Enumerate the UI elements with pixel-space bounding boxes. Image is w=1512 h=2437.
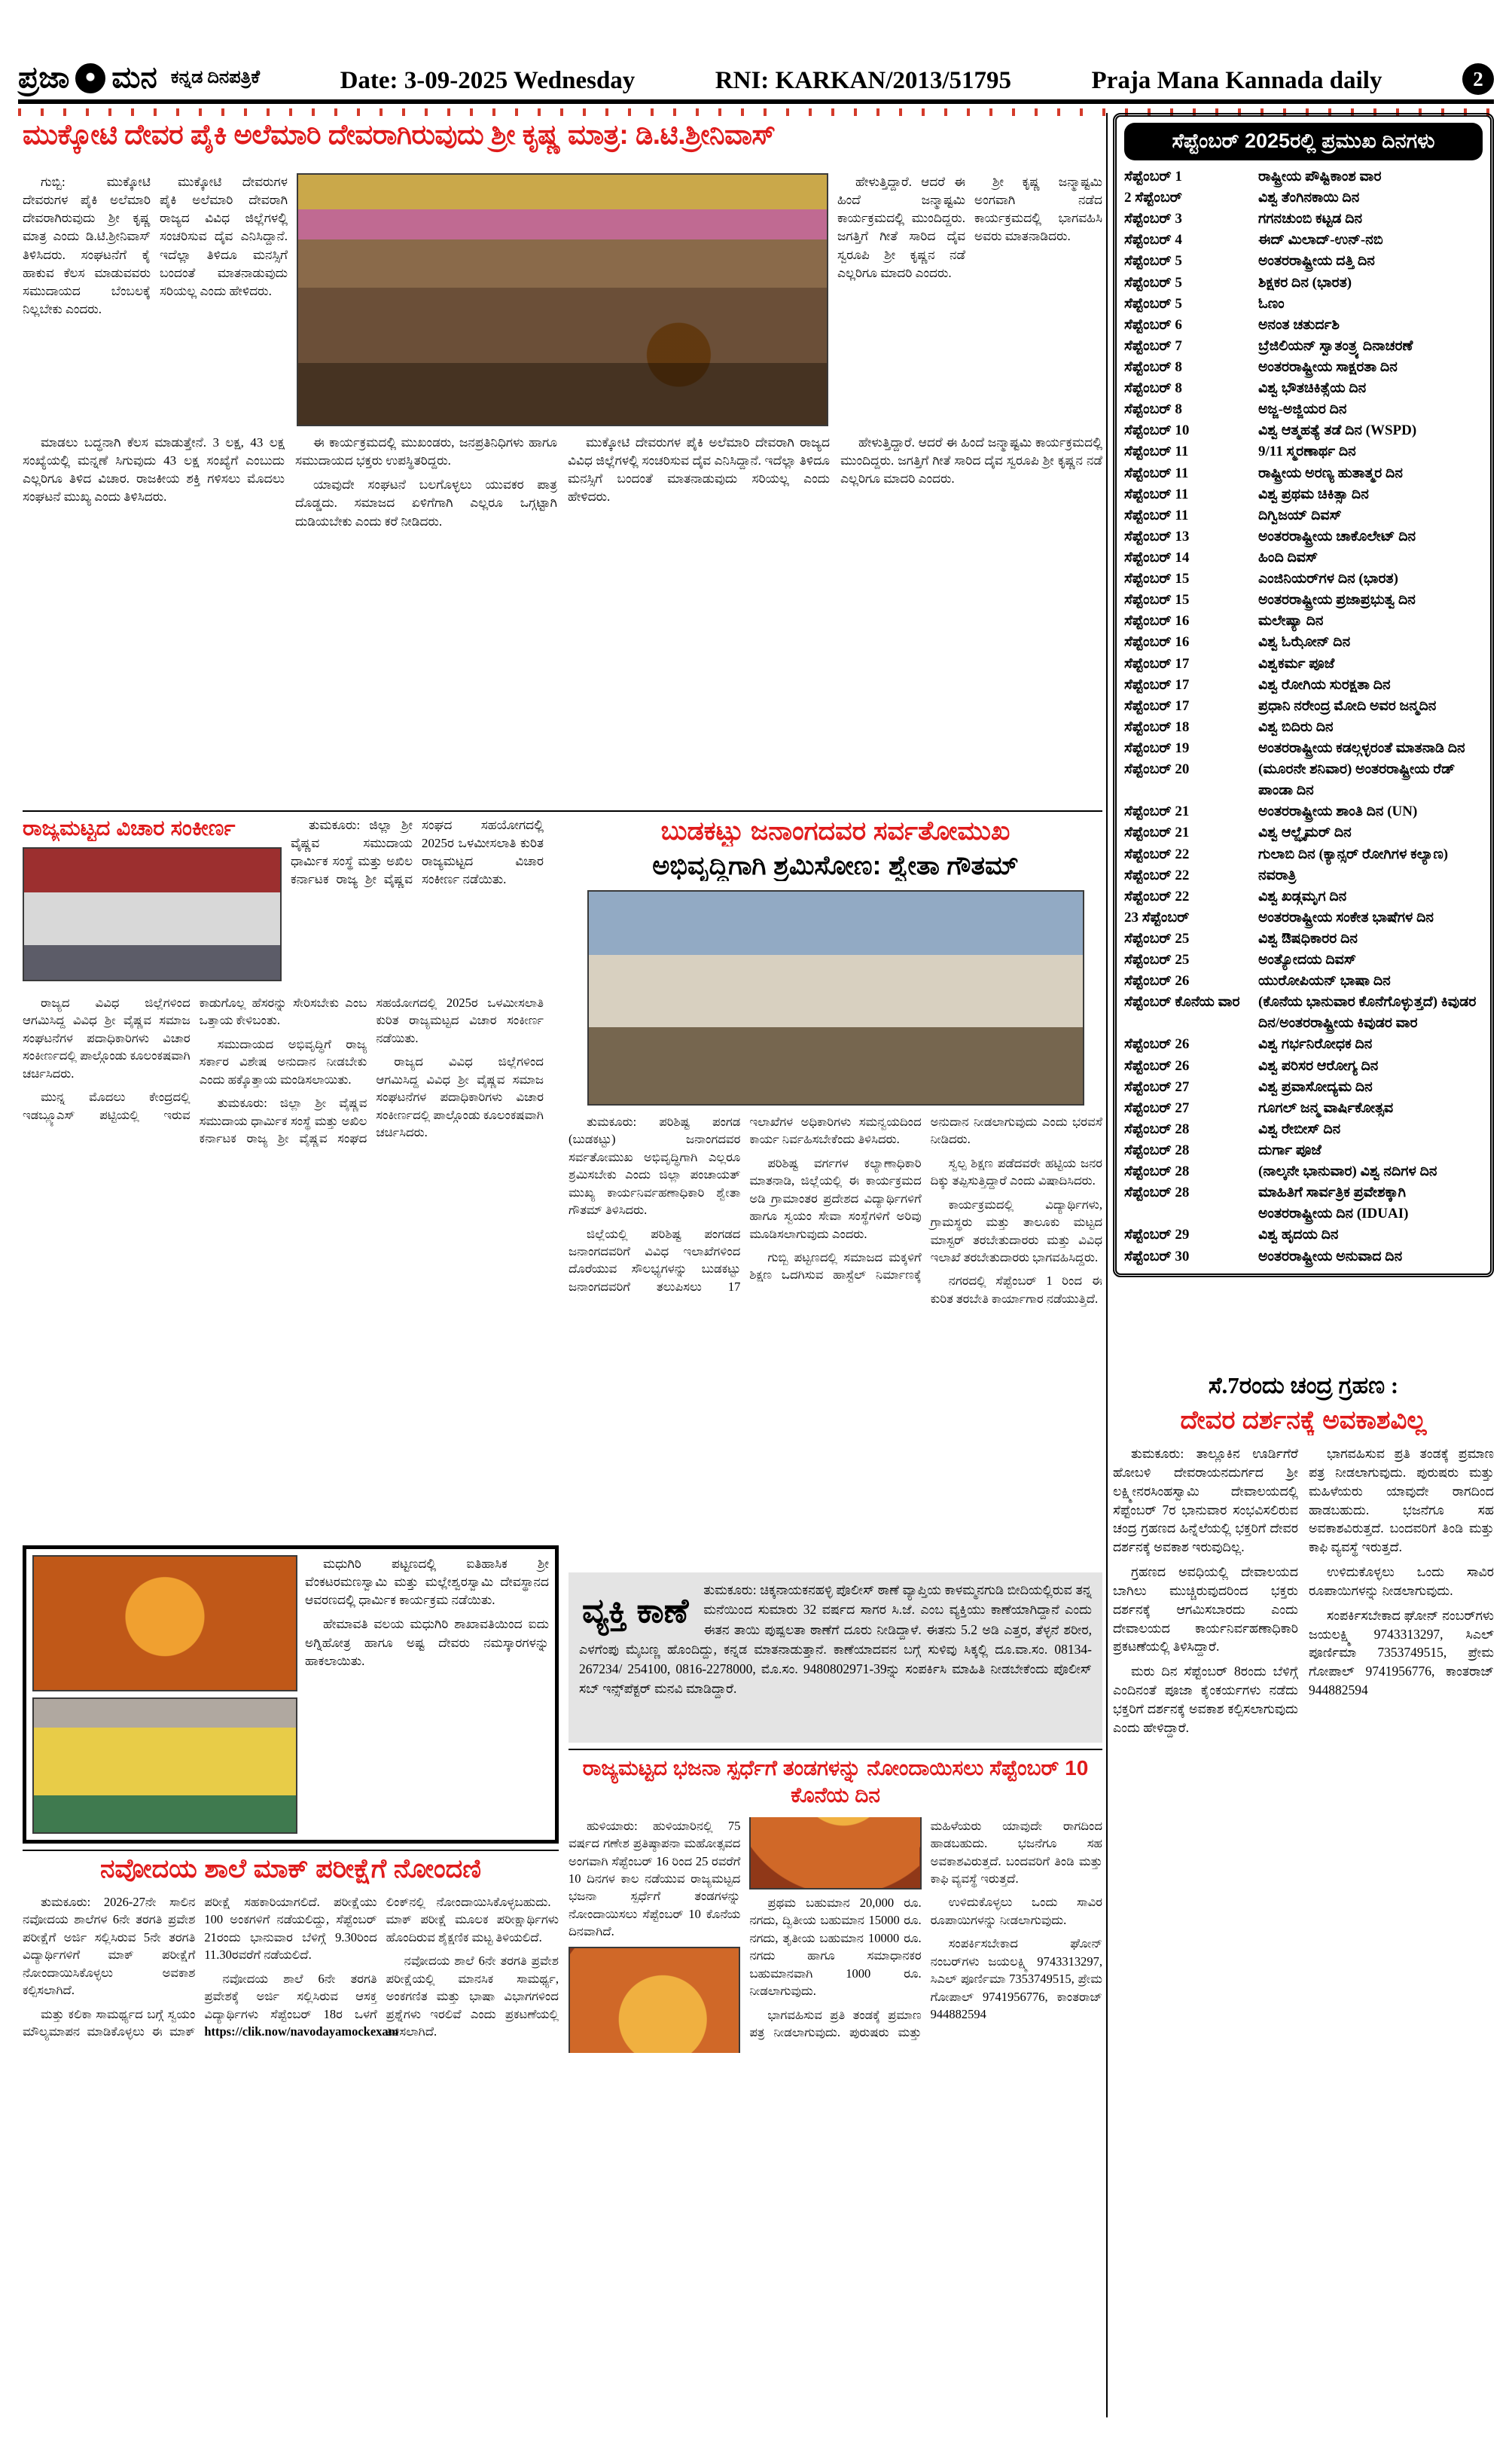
- navodaya-headline: ನವೋದಯ ಶಾಲೆ ಮಾಕ್ ಪರೀಕ್ಷೆಗೆ ನೋಂದಣಿ: [99, 1854, 482, 1883]
- important-days-sidebar: [1113, 113, 1494, 1277]
- important-days-list: [1124, 166, 1483, 1267]
- day-event: ಈದ್ ಮಿಲಾದ್-ಉನ್-ನಬಿ: [1258, 232, 1383, 249]
- day-event: ಅಂತರರಾಷ್ಟ್ರೀಯ ಪ್ರಜಾಪ್ರಭುತ್ವ ದಿನ: [1258, 592, 1416, 608]
- budakattu-body-columns: [569, 1113, 1102, 1479]
- important-day-row: [1124, 907, 1483, 929]
- paragraph: ಮುಕ್ಕೋಟಿ ದೇವರುಗಳ ಪೈಕಿ ಅಲೆಮಾರಿ ದೇವರಾಗಿ ರಾಜ್ಯದ ವಿವಿಧ ಜಿಲ್ಲೆಗಳಲ್ಲಿ ಸಂಚರಿಸುವ ದೈವ ಎನಿಸಿದ್ದಾನೆ. ಇದೆಲ್ಲಾ ತಿಳಿದೂ ಮನಸ್ಸಿಗೆ ಬಂದಂತೆ ಮಾತನಾಡುವುದು ಸರಿಯಲ್ಲ ಎಂದು ಹೇಳಿದರು.: [568, 435, 830, 505]
- day-event: ವಿಶ್ವ ಪರಿಸರ ಆರೋಗ್ಯ ದಿನ: [1258, 1057, 1379, 1074]
- paragraph: ಮುನ್ನ ಮೊದಲು ಕೇಂದ್ರದಲ್ಲಿ ಇಡಬ್ಲ್ಯೂಎಸ್ ಪಟ್ಟಿಯಲ್ಲಿ ಇರುವ ಕಾಡುಗೊಲ್ಲ ಹೆಸರನ್ನು ಸೇರಿಸಬೇಕು ಎಂಬ ಒತ್ತಾಯ ಕೇಳಿಬಂತು.: [23, 996, 367, 1122]
- budakattu-headline-line2: ಅಭಿವೃದ್ಧಿಗಾಗಿ ಶ್ರಮಿಸೋಣ: ಶ್ವೇತಾ ಗೌತಮ್: [652, 851, 1019, 880]
- registration-link-text: https://clik.now/navodayamockexam: [204, 2024, 399, 2039]
- day-date: ಸೆಪ್ಟೆಂಬರ್ 17: [1124, 697, 1190, 714]
- important-day-row: [1124, 1119, 1483, 1140]
- paragraph-text: ನವೋದಯ ಶಾಲೆ 6ನೇ ತರಗತಿ ಪ್ರವೇಶಕ್ಕೆ ಅರ್ಜಿ ಸಲ್ಲಿಸಿರುವ ಆಸಕ್ತ ವಿದ್ಯಾರ್ಥಿಗಳು ಸೆಪ್ಟೆಂಬರ್ 18ರ ಒಳಗೆ: [204, 1971, 377, 2021]
- day-event: 9/11 ಸ್ಮರಣಾರ್ಥ ದಿನ: [1258, 444, 1356, 460]
- important-day-row: [1124, 844, 1483, 865]
- day-event: ಅಂತರರಾಷ್ಟ್ರೀಯ ಕಡಲ್ಗಳ್ಳರಂತೆ ಮಾತನಾಡಿ ದಿನ: [1258, 740, 1465, 756]
- budakattu-headline-line1: ಬುಡಕಟ್ಟು ಜನಾಂಗದವರ ಸರ್ವತೋಮುಖ: [660, 816, 1011, 846]
- day-date: ಸೆಪ್ಟೆಂಬರ್ 16: [1124, 613, 1190, 630]
- day-event: (ಮೂರನೇ ಶನಿವಾರ) ಅಂತರರಾಷ್ಟ್ರೀಯ ರೆಡ್ ಪಾಂಡಾ ದಿನ: [1258, 761, 1456, 799]
- bhajana-competition-story: [569, 1755, 1102, 2417]
- madhugiri-temple-box: [23, 1545, 559, 1844]
- day-date: 23 ಸೆಪ್ಟೆಂಬರ್: [1124, 909, 1190, 926]
- important-day-row: [1124, 441, 1483, 462]
- day-date: ಸೆಪ್ಟೆಂಬರ್ 5: [1124, 253, 1182, 270]
- important-day-row: [1124, 273, 1483, 294]
- paragraph: ಹೇಳುತ್ತಿದ್ದಾರೆ. ಆದರೆ ಈ ಹಿಂದೆ ಜನ್ಮಾಷ್ಟಮಿ ಕಾರ್ಯಕ್ರಮದಲ್ಲಿ ಮುಂದಿದ್ದರು. ಜಗತ್ತಿಗೆ ಗೀತೆ ಸಾರಿದ ದೈವ ಸ್ವರೂಪಿ ಶ್ರೀ ಕೃಷ್ಣನ ನಡೆ ಎಲ್ಲರಿಗೂ ಮಾದರಿ ಎಂದರು.: [840, 435, 1102, 486]
- day-date: ಸೆಪ್ಟೆಂಬರ್ 8: [1124, 380, 1182, 397]
- day-date: ಸೆಪ್ಟೆಂಬರ್ 22: [1124, 888, 1190, 904]
- important-day-row: [1124, 632, 1483, 653]
- day-event: ವಿಶ್ವಕರ್ಮ ಪೂಜೆ: [1258, 655, 1335, 672]
- day-date: ಸೆಪ್ಟೆಂಬರ್ 3: [1124, 211, 1182, 227]
- important-day-row: [1124, 526, 1483, 547]
- day-date: ಸೆಪ್ಟೆಂಬರ್ 5: [1124, 295, 1182, 312]
- paragraph: ಮಾಡಲು ಬದ್ಧನಾಗಿ ಕೆಲಸ ಮಾಡುತ್ತೇನೆ. 3 ಲಕ್ಷ, 43 ಲಕ್ಷ ಸಂಖ್ಯೆಯಲ್ಲಿ ಮನ್ನಣೆ ಸಿಗುವುದು 43 ಲಕ್ಷ ಸಂಖ್ಯೆಗೆ ಎಂಬುದು ಎಲ್ಲರಿಗೂ ತಿಳಿದ ವಿಚಾರ. ರಾಜಕೀಯ ಶಕ್ತಿ ಗಳಿಸಲು ಮೊದಲು ಸಂಘಟನೆ ಮುಖ್ಯ ಎಂದು ತಿಳಿಸಿದರು.: [23, 435, 285, 505]
- paragraph: ಗುಬ್ಬಿ: ಮುಕ್ಕೋಟಿ ದೇವರುಗಳ ಪೈಕಿ ಅಲೆಮಾರಿ ದೇವರಾಗಿರುವುದು ಶ್ರೀ ಕೃಷ್ಣ ಮಾತ್ರ ಎಂದು ಡಿ.ಟಿ.ಶ್ರೀನಿವಾಸ್ ತಿಳಿಸಿದರು. ಸಂಘಟನೆಗೆ ಕೈ ಹಾಕುವ ಕೆಲಸ ಮಾಡುವವರು ಸಮುದಾಯದ ಬೆಂಬಲಕ್ಕೆ ನಿಲ್ಲಬೇಕು ಎಂದರು.: [23, 175, 151, 316]
- day-event: ವಿಶ್ವ ಆತ್ಮಹತ್ಯೆ ತಡೆ ದಿನ (WSPD): [1258, 422, 1417, 439]
- paragraph: ಯಾವುದೇ ಸಂಘಟನೆ ಬಲಗೊಳ್ಳಲು ಯುವಕರ ಪಾತ್ರ ದೊಡ್ಡದು. ಸಮಾಜದ ಏಳಿಗೆಗಾಗಿ ಎಲ್ಲರೂ ಒಗ್ಗಟ್ಟಾಗಿ ದುಡಿಯಬೇಕು ಎಂದು ಕರೆ ನೀಡಿದರು.: [295, 477, 557, 529]
- day-event: ಅಂತ್ಯೋದಯ ದಿವಸ್: [1258, 952, 1357, 968]
- day-date: ಸೆಪ್ಟೆಂಬರ್ 21: [1124, 825, 1190, 841]
- day-date: ಸೆಪ್ಟೆಂಬರ್ 22: [1124, 846, 1190, 862]
- day-event: ಗೂಗಲ್ ಜನ್ಮ ವಾರ್ಷಿಕೋತ್ಸವ: [1258, 1100, 1394, 1116]
- logo-text-left: ಪ್ರಜಾ: [18, 61, 70, 94]
- paragraph: ಭಾಗವಹಿಸುವ ಪ್ರತಿ ತಂಡಕ್ಕೆ ಪ್ರಮಾಣ ಪತ್ರ ನೀಡಲಾಗುವುದು. ಪುರುಷರು ಮತ್ತು ಮಹಿಳೆಯರು ಯಾವುದೇ ರಾಗದಿಂದ ಹಾಡಬಹುದು. ಭಜನೆಗೂ ಸಹ ಅವಕಾಶವಿರುತ್ತದೆ. ಬಂದವರಿಗೆ ತಿಂಡಿ ಮತ್ತು ಕಾಫಿ ವ್ಯವಸ್ಥೆ ಇರುತ್ತದೆ.: [749, 1818, 1102, 2040]
- day-date: 2 ಸೆಪ್ಟೆಂಬರ್: [1124, 190, 1182, 206]
- day-date: ಸೆಪ್ಟೆಂಬರ್ 17: [1124, 676, 1190, 693]
- eclipse-headline: ದೇವರ ದರ್ಶನಕ್ಕೆ ಅವಕಾಶವಿಲ್ಲ: [1180, 1406, 1427, 1435]
- important-day-row: [1124, 675, 1483, 696]
- paper-title-english: Praja Mana Kannada daily: [1091, 67, 1382, 94]
- day-event: ವಿಶ್ವ ರೋಗಿಯ ಸುರಕ್ಷತಾ ದಿನ: [1258, 676, 1391, 693]
- paragraph: ಪ್ರಥಮ ಬಹುಮಾನ 20,000 ರೂ. ನಗದು, ದ್ವಿತೀಯ ಬಹುಮಾನ 15000 ರೂ. ನಗದು, ತೃತೀಯ ಬಹುಮಾನ 10000 ರೂ. ನಗದು ಹಾಗೂ ಸಮಾಧಾನಕರ ಬಹುಮಾನವಾಗಿ 1000 ರೂ. ನೀಡಲಾಗುವುದು.: [749, 1896, 922, 1999]
- day-date: ಸೆಪ್ಟೆಂಬರ್ 29: [1124, 1227, 1190, 1243]
- day-event: ಪ್ರಧಾನಿ ನರೇಂದ್ರ ಮೋದಿ ಅವರ ಜನ್ಮದಿನ: [1258, 697, 1437, 714]
- paragraph: ಗ್ರಹಣದ ಅವಧಿಯಲ್ಲಿ ದೇವಾಲಯದ ಬಾಗಿಲು ಮುಚ್ಚಿರುವುದರಿಂದ ಭಕ್ತರು ದರ್ಶನಕ್ಕೆ ಆಗಮಿಸಬಾರದು ಎಂದು ದೇವಾಲಯದ ಕಾರ್ಯನಿರ್ವಹಣಾಧಿಕಾರಿ ಪ್ರಕಟಣೆಯಲ್ಲಿ ತಿಳಿಸಿದ್ದಾರೆ.: [1113, 1564, 1298, 1655]
- day-date: ಸೆಪ್ಟೆಂಬರ್ 28: [1124, 1121, 1190, 1137]
- paragraph: ರಾಜ್ಯದ ವಿವಿಧ ಜಿಲ್ಲೆಗಳಿಂದ ಆಗಮಿಸಿದ್ದ ವಿವಿಧ ಶ್ರೀ ವೈಷ್ಣವ ಸಮಾಜ ಸಂಘಟನೆಗಳ ಪದಾಧಿಕಾರಿಗಳು ವಿಚಾರ ಸಂಕೀರ್ಣದಲ್ಲಿ ಪಾಲ್ಗೊಂಡು ಕೂಲಂಕಷವಾಗಿ ಚರ್ಚಿಸಿದರು.: [376, 1054, 544, 1139]
- important-day-row: [1124, 822, 1483, 843]
- section-rule: [23, 810, 1102, 812]
- important-day-row: [1124, 1056, 1483, 1077]
- day-date: ಸೆಪ್ಟೆಂಬರ್ 11: [1124, 507, 1189, 523]
- paragraph: ಮಧುಗಿರಿ ಪಟ್ಟಣದಲ್ಲಿ ಐತಿಹಾಸಿಕ ಶ್ರೀ ವೆಂಕಟರಮಣಸ್ವಾಮಿ ಮತ್ತು ಮಲ್ಲೇಶ್ವರಸ್ವಾಮಿ ದೇವಸ್ಥಾನದ ಆವರಣದಲ್ಲಿ ಧಾರ್ಮಿಕ ಕಾರ್ಯಕ್ರಮ ನಡೆಯಿತು.: [305, 1557, 549, 1608]
- day-event: ಬ್ರೆಜಿಲಿಯನ್ ಸ್ವಾತಂತ್ರ್ಯ ದಿನಾಚರಣೆ: [1258, 337, 1413, 354]
- important-day-row: [1124, 865, 1483, 886]
- paragraph: ಮತ್ತು ಕಲಿಕಾ ಸಾಮರ್ಥ್ಯದ ಬಗ್ಗೆ ಸ್ವಯಂ ಮೌಲ್ಯಮಾಪನ ಮಾಡಿಕೊಳ್ಳಲು ಈ ಮಾಕ್ ಪರೀಕ್ಷೆ ಸಹಕಾರಿಯಾಗಲಿದೆ. ಪರೀಕ್ಷೆಯು 100 ಅಂಕಗಳಿಗೆ ನಡೆಯಲಿದ್ದು, ಸೆಪ್ಟೆಂಬರ್ 21ರಂದು ಭಾನುವಾರ ಬೆಳಿಗ್ಗೆ 9.30ರಿಂದ 11.30ರವರೆಗೆ ನಡೆಯಲಿದೆ.: [23, 1895, 377, 2039]
- paragraph: ನಗರದಲ್ಲಿ ಸೆಪ್ಟೆಂಬರ್ 1 ರಿಂದ ಈ ಕುರಿತ ತರಬೇತಿ ಕಾರ್ಯಾಗಾರ ನಡೆಯುತ್ತಿದೆ.: [930, 1273, 1102, 1306]
- navodaya-body-columns: [23, 1893, 559, 2396]
- day-event: ವಿಶ್ವ ತೆಂಗಿನಕಾಯಿ ದಿನ: [1258, 190, 1360, 206]
- bhajana-body-columns: [569, 1817, 1102, 2412]
- eclipse-kicker: ಸೆ.7ರಂದು ಚಂದ್ರ ಗ್ರಹಣ :: [1208, 1372, 1399, 1398]
- day-date: ಸೆಪ್ಟೆಂಬರ್ 28: [1124, 1185, 1190, 1201]
- day-event: ದುರ್ಗಾ ಪೂಜೆ: [1258, 1142, 1321, 1159]
- day-date: ಸೆಪ್ಟೆಂಬರ್ 26: [1124, 1057, 1190, 1074]
- navodaya-mock-exam-story: [23, 1854, 559, 2417]
- day-event: ಮಲೇಷ್ಯಾ ದಿನ: [1258, 613, 1324, 630]
- important-day-row: [1124, 230, 1483, 251]
- day-event: ವಿಶ್ವ ಪ್ರವಾಸೋದ್ಯಮ ದಿನ: [1258, 1078, 1373, 1095]
- day-date: ಸೆಪ್ಟೆಂಬರ್ 16: [1124, 634, 1190, 651]
- paragraph: ಹೇಳುತ್ತಿದ್ದಾರೆ. ಆದರೆ ಈ ಹಿಂದೆ ಜನ್ಮಾಷ್ಟಮಿ ಕಾರ್ಯಕ್ರಮದಲ್ಲಿ ಮುಂದಿದ್ದರು. ಜಗತ್ತಿಗೆ ಗೀತೆ ಸಾರಿದ ದೈವ ಸ್ವರೂಪಿ ಶ್ರೀ ಕೃಷ್ಣನ ನಡೆ ಎಲ್ಲರಿಗೂ ಮಾದರಿ ಎಂದರು.: [837, 175, 965, 280]
- important-day-row: [1124, 929, 1483, 950]
- day-date: ಸೆಪ್ಟೆಂಬರ್ 1: [1124, 169, 1182, 185]
- paragraph-text: ಲಿಂಕ್‌ನಲ್ಲಿ ನೋಂದಾಯಿಸಿಕೊಳ್ಳಬಹುದು. ಮಾಕ್ ಪರೀಕ್ಷೆ ಮೂಲಕ ಪರೀಕ್ಷಾರ್ಥಿಗಳು ಹೊಂದಿರುವ ಶೈಕ್ಷಣಿಕ ಮಟ್ಟ ತಿಳಿಯಲಿದೆ.: [386, 1895, 559, 1944]
- day-event: ಅನಂತ ಚತುರ್ದಶಿ: [1258, 316, 1340, 333]
- paragraph: ತುಮಕೂರು: ಪರಿಶಿಷ್ಟ ಪಂಗಡ (ಬುಡಕಟ್ಟು) ಜನಾಂಗದವರ ಸರ್ವತೋಮುಖ ಅಭಿವೃದ್ಧಿಗಾಗಿ ಎಲ್ಲರೂ ಶ್ರಮಿಸಬೇಕು ಎಂದು ಜಿಲ್ಲಾ ಪಂಚಾಯತ್ ಮುಖ್ಯ ಕಾರ್ಯನಿರ್ವಹಣಾಧಿಕಾರಿ ಶ್ವೇತಾ ಗೌತಮ್ ತಿಳಿಸಿದರು.: [569, 1115, 741, 1218]
- important-day-row: [1124, 209, 1483, 230]
- paragraph: ಹುಳಿಯಾರು: ಹುಳಿಯಾರಿನಲ್ಲಿ 75 ವರ್ಷದ ಗಣೇಶ ಪ್ರತಿಷ್ಠಾಪನಾ ಮಹೋತ್ಸವದ ಅಂಗವಾಗಿ ಸೆಪ್ಟೆಂಬರ್ 16 ರಿಂದ 25 ರವರೆಗೆ 10 ದಿನಗಳ ಕಾಲ ನಡೆಯುವ ರಾಜ್ಯಮಟ್ಟದ ಭಜನಾ ಸ್ಪರ್ಧೆಗೆ ತಂಡಗಳನ್ನು ನೋಂದಾಯಿಸಲು ಸೆಪ್ಟೆಂಬರ್ 10 ಕೊನೆಯ ದಿನವಾಗಿದೆ.: [569, 1818, 741, 1939]
- day-event: ಅಂತರರಾಷ್ಟ್ರೀಯ ಸಾಕ್ಷರತಾ ದಿನ: [1258, 358, 1398, 375]
- important-day-row: [1124, 590, 1483, 611]
- photo-devotees-yellow-shirts: [32, 1697, 297, 1834]
- paragraph: ತುಮಕೂರು: 2026-27ನೇ ಸಾಲಿನ ನವೋದಯ ಶಾಲೆಗಳ 6ನೇ ತರಗತಿ ಪ್ರವೇಶ ಪರೀಕ್ಷೆಗೆ ಅರ್ಜಿ ಸಲ್ಲಿಸಿರುವ 5ನೇ ತರಗತಿ ವಿದ್ಯಾರ್ಥಿಗಳಿಗೆ ಮಾಕ್ ಪರೀಕ್ಷೆಗೆ ನೋಂದಾಯಿಸಿಕೊಳ್ಳಲು ಅವಕಾಶ ಕಲ್ಪಿಸಲಾಗಿದೆ.: [23, 1895, 196, 1998]
- vichara-body-columns: [23, 994, 544, 1521]
- paragraph: ಜಿಲ್ಲೆಯಲ್ಲಿ ಪರಿಶಿಷ್ಟ ಪಂಗಡದ ಜನಾಂಗದವರಿಗೆ ವಿವಿಧ ಇಲಾಖೆಗಳಿಂದ ದೊರೆಯುವ ಸೌಲಭ್ಯಗಳನ್ನು ಬುಡಕಟ್ಟು ಜನಾಂಗದವರಿಗೆ ತಲುಪಿಸಲು 17 ಇಲಾಖೆಗಳ ಅಧಿಕಾರಿಗಳು ಸಮನ್ವಯದಿಂದ ಕಾರ್ಯ ನಿರ್ವಹಿಸಬೇಕೆಂದು ತಿಳಿಸಿದರು.: [569, 1115, 922, 1294]
- day-date: ಸೆಪ್ಟೆಂಬರ್ 8: [1124, 358, 1182, 375]
- paragraph: ಸ್ವಲ್ಪ ಶಿಕ್ಷಣ ಪಡೆದವರೇ ಹಟ್ಟಿಯ ಜನರ ದಿಕ್ಕು ತಪ್ಪಿಸುತ್ತಿದ್ದಾರೆ ಎಂದು ವಿಷಾದಿಸಿದರು.: [930, 1155, 1102, 1188]
- important-day-row: [1124, 738, 1483, 759]
- day-date: ಸೆಪ್ಟೆಂಬರ್ 8: [1124, 401, 1182, 418]
- day-event: ವಿಶ್ವ ಆಲ್ಝೈಮರ್ ದಿನ: [1258, 825, 1352, 841]
- day-date: ಸೆಪ್ಟೆಂಬರ್ 4: [1124, 232, 1182, 249]
- day-date: ಸೆಪ್ಟೆಂಬರ್ 11: [1124, 444, 1189, 460]
- day-date: ಸೆಪ್ಟೆಂಬರ್ ಕೊನೆಯ ವಾರ: [1124, 994, 1240, 1011]
- day-date: ಸೆಪ್ಟೆಂಬರ್ 6: [1124, 316, 1182, 333]
- day-date: ಸೆಪ್ಟೆಂಬರ್ 27: [1124, 1078, 1190, 1095]
- day-date: ಸೆಪ್ಟೆಂಬರ್ 14: [1124, 549, 1190, 566]
- rni-number: RNI: KARKAN/2013/51795: [715, 67, 1012, 94]
- important-day-row: [1124, 950, 1483, 971]
- day-event: ಅಜ್ಜ-ಅಜ್ಜಿಯರ ದಿನ: [1258, 401, 1347, 418]
- main-story: [23, 173, 1102, 807]
- day-event: ರಾಷ್ಟ್ರೀಯ ಅರಣ್ಯ ಹುತಾತ್ಮರ ದಿನ: [1258, 465, 1403, 481]
- important-day-row: [1124, 971, 1483, 992]
- main-story-right-columns: [837, 173, 1102, 426]
- day-event: ದಿಗ್ವಿಜಯ್ ದಿವಸ್: [1258, 507, 1342, 523]
- day-event: ಎಂಜಿನಿಯರ್‌ಗಳ ದಿನ (ಭಾರತ): [1258, 571, 1398, 587]
- day-event: ನವರಾತ್ರಿ: [1258, 867, 1297, 883]
- edition-date: Date: 3-09-2025 Wednesday: [340, 67, 636, 94]
- day-event: ಅಂತರರಾಷ್ಟ್ರೀಯ ಸಂಕೇತ ಭಾಷೆಗಳ ದಿನ: [1258, 909, 1434, 926]
- important-day-row: [1124, 717, 1483, 738]
- day-event: ರಾಷ್ಟ್ರೀಯ ಪೌಷ್ಟಿಕಾಂಶ ವಾರ: [1258, 169, 1382, 185]
- paragraph: ಗುಬ್ಬಿ ಪಟ್ಟಣದಲ್ಲಿ ಸಮಾಜದ ಮಕ್ಕಳಿಗೆ ಶಿಕ್ಷಣ ಒದಗಿಸುವ ಹಾಸ್ಟೆಲ್ ನಿರ್ಮಾಣಕ್ಕೆ ಅನುದಾನ ನೀಡಲಾಗುವುದು ಎಂದು ಭರವಸೆ ನೀಡಿದರು.: [749, 1115, 1102, 1283]
- day-event: ಅಂತರರಾಷ್ಟ್ರೀಯ ಚಾಕೊಲೇಟ್ ದಿನ: [1258, 528, 1416, 544]
- paragraph: ತುಮಕೂರು: ಜಿಲ್ಲಾ ಶ್ರೀ ವೈಷ್ಣವ ಸಮುದಾಯ ಧಾರ್ಮಿಕ ಸಂಸ್ಥೆ ಮತ್ತು ಅಖಿಲ ಕರ್ನಾಟಕ ರಾಜ್ಯ ಶ್ರೀ ವೈಷ್ಣವ ಸಂಘದ ಸಹಯೋಗದಲ್ಲಿ 2025ರ ಒಳಮೀಸಲಾತಿ ಕುರಿತ ರಾಜ್ಯಮಟ್ಟದ ವಿಚಾರ ಸಂಕೀರ್ಣ ನಡೆಯಿತು.: [199, 996, 544, 1145]
- important-day-row: [1124, 886, 1483, 907]
- day-date: ಸೆಪ್ಟೆಂಬರ್ 27: [1124, 1100, 1190, 1116]
- day-date: ಸೆಪ್ಟೆಂಬರ್ 5: [1124, 274, 1182, 291]
- day-date: ಸೆಪ್ಟೆಂಬರ್ 19: [1124, 740, 1190, 756]
- missing-person-body: ತುಮಕೂರು: ಚಿಕ್ಕನಾಯಕನಹಳ್ಳಿ ಪೊಲೀಸ್ ಠಾಣೆ ವ್ಯಾಪ್ತಿಯ ಕಾಳಮ್ಮನಗುಡಿ ಬೀದಿಯಲ್ಲಿರುವ ತನ್ನ ಮನೆಯಿಂದ ಸುಮಾರು 32 ವರ್ಷದ ಸಾಗರ ಸಿ.ಜೆ. ಎಂಬ ವ್ಯಕ್ತಿಯು ಕಾಣೆಯಾಗಿದ್ದಾನೆ ಎಂದು ಈತನ ತಾಯಿ ಪುಷ್ಪಲತಾ ಠಾಣೆಗೆ ದೂರು ನೀಡಿದ್ದಾಳೆ. ಈತನು 5.2 ಅಡಿ ಎತ್ತರ, ತೆಳ್ಳನೆ ಶರೀರ, ಎಳಗೆಂಪು ಮೈಬಣ್ಣ ಹೊಂದಿದ್ದು, ಕನ್ನಡ ಮಾತನಾಡುತ್ತಾನೆ. ಕಾಣೆಯಾದವನ ಬಗ್ಗೆ ಸುಳಿವು ಸಿಕ್ಕಲ್ಲಿ ದೂ.ವಾ.ಸಂ. 08134-267234/ 254100, 0816-2278000, ಮೊ.ಸಂ. 9480802971-39ನ್ನು ಸಂಪರ್ಕಿಸಿ ಮಾಹಿತಿ ನೀಡಬೇಕೆಂದು ಪೊಲೀಸ್ ಸಬ್ ಇನ್ಸ್‌ಪೆಕ್ಟರ್ ಮನವಿ ಮಾಡಿದ್ದಾರೆ.: [579, 1582, 1092, 1697]
- paragraph: ಉಳಿದುಕೊಳ್ಳಲು ಒಂದು ಸಾವಿರ ರೂಪಾಯಿಗಳನ್ನು ನೀಡಲಾಗುವುದು.: [930, 1895, 1102, 1927]
- important-day-row: [1124, 1077, 1483, 1098]
- day-event: ಯುರೋಪಿಯನ್ ಭಾಷಾ ದಿನ: [1258, 973, 1391, 990]
- day-date: ಸೆಪ್ಟೆಂಬರ್ 28: [1124, 1142, 1190, 1159]
- day-date: ಸೆಪ್ಟೆಂಬರ್ 18: [1124, 718, 1190, 735]
- important-day-row: [1124, 1098, 1483, 1119]
- missing-person-notice: [569, 1572, 1102, 1743]
- day-event: ವಿಶ್ವ ಔಷಧಿಕಾರರ ದಿನ: [1258, 930, 1358, 947]
- section-rule: [569, 1749, 1102, 1750]
- important-day-row: [1124, 315, 1483, 336]
- important-day-row: [1124, 654, 1483, 675]
- photo-vichara-sankirna-group: [23, 847, 282, 981]
- day-date: ಸೆಪ್ಟೆಂಬರ್ 26: [1124, 973, 1190, 990]
- day-date: ಸೆಪ್ಟೆಂಬರ್ 15: [1124, 592, 1190, 608]
- day-event: ವಿಶ್ವ ಪ್ರಥಮ ಚಿಕಿತ್ಸಾ ದಿನ: [1258, 486, 1369, 502]
- important-days-box: [1113, 113, 1494, 1277]
- paper-tagline: ಕನ್ನಡ ದಿನಪತ್ರಿಕೆ: [170, 68, 261, 87]
- important-day-row: [1124, 399, 1483, 420]
- temple-box-text: [305, 1555, 549, 1834]
- paragraph: ಕಾರ್ಯಕ್ರಮದಲ್ಲಿ ವಿದ್ಯಾರ್ಥಿಗಳು, ಗ್ರಾಮಸ್ಥರು ಮತ್ತು ತಾಲೂಕು ಮಟ್ಟದ ಮಾಸ್ಟರ್ ತರಬೇತುದಾರರು ಮತ್ತು ವಿವಿಧ ಇಲಾಖೆ ತರಬೇತುದಾರರು ಭಾಗವಹಿಸಿದ್ದರು.: [930, 1197, 1102, 1264]
- photo-krishna-janmashtami-event: [297, 173, 828, 426]
- day-event: ಅಂತರರಾಷ್ಟ್ರೀಯ ಶಾಂತಿ ದಿನ (UN): [1258, 804, 1418, 820]
- day-event: ವಿಶ್ವ ಬಿದಿರು ದಿನ: [1258, 718, 1334, 735]
- lunar-eclipse-story: [1113, 1372, 1494, 2417]
- column-rule-vertical: [1106, 113, 1108, 2417]
- important-day-row: [1124, 569, 1483, 590]
- important-day-row: [1124, 294, 1483, 315]
- day-event: ವಿಶ್ವ ಓಝೋನ್ ದಿನ: [1258, 634, 1351, 651]
- day-date: ಸೆಪ್ಟೆಂಬರ್ 11: [1124, 486, 1189, 502]
- day-date: ಸೆಪ್ಟೆಂಬರ್ 30: [1124, 1248, 1190, 1264]
- day-event: ಅಂತರರಾಷ್ಟ್ರೀಯ ದತ್ತಿ ದಿನ: [1258, 253, 1375, 270]
- important-day-row: [1124, 505, 1483, 526]
- day-event: (ನಾಲ್ಕನೇ ಭಾನುವಾರ) ವಿಶ್ವ ನದಿಗಳ ದಿನ: [1258, 1164, 1437, 1180]
- vichara-headline: ರಾಜ್ಯಮಟ್ಟದ ವಿಚಾರ ಸಂಕೀರ್ಣ: [23, 816, 236, 840]
- paragraph: ರಾಜ್ಯದ ವಿವಿಧ ಜಿಲ್ಲೆಗಳಿಂದ ಆಗಮಿಸಿದ್ದ ವಿವಿಧ ಶ್ರೀ ವೈಷ್ಣವ ಸಮಾಜ ಸಂಘಟನೆಗಳ ಪದಾಧಿಕಾರಿಗಳು ವಿಚಾರ ಸಂಕೀರ್ಣದಲ್ಲಿ ಪಾಲ್ಗೊಂಡು ಕೂಲಂಕಷವಾಗಿ ಚರ್ಚಿಸಿದರು.: [23, 996, 191, 1081]
- day-date: ಸೆಪ್ಟೆಂಬರ್ 26: [1124, 1036, 1190, 1053]
- day-event: ವಿಶ್ವ ರೇಬೀಸ್ ದಿನ: [1258, 1121, 1341, 1137]
- day-date: ಸೆಪ್ಟೆಂಬರ್ 15: [1124, 571, 1190, 587]
- vichara-sankirna-story: [23, 816, 544, 1533]
- day-event: ಗಗನಚುಂಬಿ ಕಟ್ಟಡ ದಿನ: [1258, 211, 1363, 227]
- day-event: ಶಿಕ್ಷಕರ ದಿನ (ಭಾರತ): [1258, 274, 1352, 291]
- masthead: [18, 57, 1494, 104]
- paragraph: ಶ್ರೀ ಕೃಷ್ಣ ಜನ್ಮಾಷ್ಟಮಿ ಅಂಗವಾಗಿ ನಡೆದ ಕಾರ್ಯಕ್ರಮದಲ್ಲಿ ಭಾಗವಹಿಸಿ ಅವರು ಮಾತನಾಡಿದರು.: [974, 175, 1102, 244]
- day-date: ಸೆಪ್ಟೆಂಬರ್ 17: [1124, 655, 1190, 672]
- important-day-row: [1124, 484, 1483, 505]
- day-date: ಸೆಪ್ಟೆಂಬರ್ 11: [1124, 465, 1189, 481]
- important-day-row: [1124, 696, 1483, 717]
- day-event: (ಕೊನೆಯ ಭಾನುವಾರ ಕೊನೆಗೊಳ್ಳುತ್ತದೆ) ಕಿವುಡರ ದಿನ/ಅಂತರರಾಷ್ಟ್ರೀಯ ಕಿವುಡರ ವಾರ: [1258, 994, 1477, 1032]
- paragraph: ಮುಕ್ಕೋಟಿ ದೇವರುಗಳ ಪೈಕಿ ಅಲೆಮಾರಿ ದೇವರಾಗಿ ರಾಜ್ಯದ ವಿವಿಧ ಜಿಲ್ಲೆಗಳಲ್ಲಿ ಸಂಚರಿಸುವ ದೈವ ಎನಿಸಿದ್ದಾನೆ. ಇದೆಲ್ಲಾ ತಿಳಿದೂ ಮನಸ್ಸಿಗೆ ಬಂದಂತೆ ಮಾತನಾಡುವುದು ಸರಿಯಲ್ಲ ಎಂದು ಹೇಳಿದರು.: [160, 175, 288, 298]
- day-date: ಸೆಪ್ಟೆಂಬರ್ 10: [1124, 422, 1190, 439]
- important-day-row: [1124, 463, 1483, 484]
- important-day-row: [1124, 1034, 1483, 1055]
- important-day-row: [1124, 801, 1483, 822]
- eclipse-body-columns: [1113, 1444, 1494, 2386]
- day-event: ವಿಶ್ವ ಹೃದಯ ದಿನ: [1258, 1227, 1339, 1243]
- paragraph: ಪರಿಶಿಷ್ಟ ವರ್ಗಗಳ ಕಲ್ಯಾಣಾಧಿಕಾರಿ ಮಾತನಾಡಿ, ಜಿಲ್ಲೆಯಲ್ಲಿ ಈ ಕಾರ್ಯಕ್ರಮದ ಅಡಿ ಗ್ರಾಮಾಂತರ ಪ್ರದೇಶದ ವಿದ್ಯಾರ್ಥಿಗಳಿಗೆ ಹಾಗೂ ಸ್ವಯಂ ಸೇವಾ ಸಂಸ್ಥೆಗಳಿಗೆ ಅರಿವು ಮೂಡಿಸಲಾಗುವುದು ಎಂದರು.: [749, 1155, 922, 1241]
- important-day-row: [1124, 1225, 1483, 1246]
- day-date: ಸೆಪ್ಟೆಂಬರ್ 7: [1124, 337, 1182, 354]
- photo-temple-deity: [32, 1555, 297, 1691]
- day-event: ವಿಶ್ವ ಖಡ್ಗಮೃಗ ದಿನ: [1258, 888, 1347, 904]
- day-event: ವಿಶ್ವ ಭೌತಚಿಕಿತ್ಸೆಯ ದಿನ: [1258, 380, 1367, 397]
- day-event: ಗುಲಾಬಿ ದಿನ (ಕ್ಯಾನ್ಸರ್ ರೋಗಿಗಳ ಕಲ್ಯಾಣ): [1258, 846, 1449, 862]
- sidebar-title: ಸೆಪ್ಟೆಂಬರ್ 2025ರಲ್ಲಿ ಪ್ರಮುಖ ದಿನಗಳು: [1124, 123, 1483, 160]
- photo-budakattu-dais: [587, 890, 1084, 1106]
- important-day-row: [1124, 1140, 1483, 1161]
- logo-text-right: ಮನ: [111, 61, 157, 94]
- main-story-left-columns: [23, 173, 288, 426]
- paragraph: ಸಮುದಾಯದ ಅಭಿವೃದ್ಧಿಗೆ ರಾಜ್ಯ ಸರ್ಕಾರ ವಿಶೇಷ ಅನುದಾನ ನೀಡಬೇಕು ಎಂದು ಹಕ್ಕೊತ್ತಾಯ ಮಂಡಿಸಲಾಯಿತು.: [199, 1036, 367, 1087]
- missing-person-title: ವ್ಯಕ್ತಿ ಕಾಣೆ: [582, 1591, 689, 1630]
- important-day-row: [1124, 611, 1483, 632]
- important-day-row: [1124, 357, 1483, 378]
- important-day-row: [1124, 547, 1483, 569]
- paragraph: ಉಳಿದುಕೊಳ್ಳಲು ಒಂದು ಸಾವಿರ ರೂಪಾಯಿಗಳನ್ನು ನೀಡಲಾಗುವುದು.: [1309, 1564, 1494, 1598]
- paragraph: ಮರು ದಿನ ಸೆಪ್ಟೆಂಬರ್ 8ರಂದು ಬೆಳಿಗ್ಗೆ ಎಂದಿನಂತೆ ಪೂಜಾ ಕೈಂಕರ್ಯಗಳು ನಡೆದು ಭಕ್ತರಿಗೆ ದರ್ಶನಕ್ಕೆ ಅವಕಾಶ ಕಲ್ಪಿಸಲಾಗುವುದು ಎಂದು ಹೇಳಿದ್ದಾರೆ.: [1113, 1664, 1298, 1735]
- important-day-row: [1124, 1182, 1483, 1225]
- bhajana-contacts-continued: ಸಂಪರ್ಕಿಸಬೇಕಾದ ಘೋನ್ ನಂಬರ್‌ಗಳು ಜಯಲಕ್ಷ್ಮಿ 9743313297, ಸಿಎಲ್ ಪೂರ್ಣಿಮಾ 7353749515, ಪ್ರೇಮ ಗೋಪಾಲ್ 9741956776, ಕಾಂತರಾಜ್ 944882594: [1309, 1607, 1494, 1698]
- paragraph: ಭಾಗವಹಿಸುವ ಪ್ರತಿ ತಂಡಕ್ಕೆ ಪ್ರಮಾಣ ಪತ್ರ ನೀಡಲಾಗುವುದು. ಪುರುಷರು ಮತ್ತು ಮಹಿಳೆಯರು ಯಾವುದೇ ರಾಗದಿಂದ ಹಾಡಬಹುದು. ಭಜನೆಗೂ ಸಹ ಅವಕಾಶವಿರುತ್ತದೆ. ಬಂದವರಿಗೆ ತಿಂಡಿ ಮತ್ತು ಕಾಫಿ ವ್ಯವಸ್ಥೆ ಇರುತ್ತದೆ.: [1309, 1446, 1494, 1555]
- day-event: ಅಂತರರಾಷ್ಟ್ರೀಯ ಅನುವಾದ ದಿನ: [1258, 1248, 1403, 1264]
- day-date: ಸೆಪ್ಟೆಂಬರ್ 20: [1124, 761, 1190, 778]
- important-day-row: [1124, 1246, 1483, 1267]
- important-day-row: [1124, 759, 1483, 801]
- important-day-row: [1124, 188, 1483, 209]
- main-headline: ಮುಕ್ಕೋಟಿ ದೇವರ ಪೈಕಿ ಅಲೆಮಾರಿ ದೇವರಾಗಿರುವುದು ಶ್ರೀ ಕೃಷ್ಣ ಮಾತ್ರ: ಡಿ.ಟಿ.ಶ್ರೀನಿವಾಸ್: [23, 119, 776, 150]
- budakattu-story: [569, 816, 1102, 1539]
- important-day-row: [1124, 336, 1483, 357]
- paragraph: ಈ ಕಾರ್ಯಕ್ರಮದಲ್ಲಿ ಮುಖಂಡರು, ಜನಪ್ರತಿನಿಧಿಗಳು ಹಾಗೂ ಸಮುದಾಯದ ಭಕ್ತರು ಉಪಸ್ಥಿತರಿದ್ದರು.: [295, 435, 557, 468]
- bhajana-headline: ರಾಜ್ಯಮಟ್ಟದ ಭಜನಾ ಸ್ಪರ್ಧೆಗೆ ತಂಡಗಳನ್ನು ನೋಂದಾಯಿಸಲು ಸೆಪ್ಟೆಂಬರ್ 10 ಕೊನೆಯ ದಿನ: [582, 1756, 1089, 1807]
- day-event: ಹಿಂದಿ ದಿವಸ್: [1258, 549, 1318, 566]
- paper-logo: [18, 61, 260, 95]
- important-day-row: [1124, 378, 1483, 399]
- day-date: ಸೆಪ್ಟೆಂಬರ್ 25: [1124, 930, 1190, 947]
- section-rule: [23, 1850, 559, 1851]
- paragraph: ನವೋದಯ ಶಾಲೆ 6ನೇ ತರಗತಿ ಪ್ರವೇಶ ಪರೀಕ್ಷೆಯಲ್ಲಿ ಮಾನಸಿಕ ಸಾಮರ್ಥ್ಯ, ಅಂಕಗಣಿತ ಮತ್ತು ಭಾಷಾ ವಿಭಾಗಗಳಿಂದ ಪ್ರಶ್ನೆಗಳು ಇರಲಿವೆ ಎಂದು ಪ್ರಕಟಣೆಯಲ್ಲಿ ತಿಳಿಸಲಾಗಿದೆ.: [386, 1954, 559, 2039]
- day-date: ಸೆಪ್ಟೆಂಬರ್ 21: [1124, 804, 1190, 820]
- important-day-row: [1124, 251, 1483, 272]
- day-date: ಸೆಪ್ಟೆಂಬರ್ 13: [1124, 528, 1190, 544]
- important-day-row: [1124, 992, 1483, 1034]
- important-day-row: [1124, 420, 1483, 441]
- paragraph: ತುಮಕೂರು: ಜಿಲ್ಲಾ ಶ್ರೀ ವೈಷ್ಣವ ಸಮುದಾಯ ಧಾರ್ಮಿಕ ಸಂಸ್ಥೆ ಮತ್ತು ಅಖಿಲ ಕರ್ನಾಟಕ ರಾಜ್ಯ ಶ್ರೀ ವೈಷ್ಣವ ಸಂಘದ ಸಹಯೋಗದಲ್ಲಿ 2025ರ ಒಳಮೀಸಲಾತಿ ಕುರಿತ ರಾಜ್ಯಮಟ್ಟದ ವಿಚಾರ ಸಂಕೀರ್ಣ ನಡೆಯಿತು.: [291, 818, 544, 887]
- important-day-row: [1124, 1161, 1483, 1182]
- day-date: ಸೆಪ್ಟೆಂಬರ್ 25: [1124, 952, 1190, 968]
- paragraph: ಹೇಮಾವತಿ ವಲಯ ಮಧುಗಿರಿ ಶಾಖಾವತಿಯಿಂದ ಐದು ಅಗ್ನಿಹೋತ್ರ ಹಾಗೂ ಅಷ್ಟ ದೇವರು ನಮಸ್ಕಾರಗಳನ್ನು ಹಾಕಲಾಯಿತು.: [305, 1617, 549, 1668]
- important-day-row: [1124, 166, 1483, 188]
- page-number-badge: 2: [1462, 63, 1494, 95]
- day-date: ಸೆಪ್ಟೆಂಬರ್ 28: [1124, 1164, 1190, 1180]
- day-event: ಓಣಂ: [1258, 295, 1285, 312]
- day-event: ಮಾಹಿತಿಗೆ ಸಾರ್ವತ್ರಿಕ ಪ್ರವೇಶಕ್ಕಾಗಿ ಅಂತರರಾಷ್ಟ್ರೀಯ ದಿನ (IDUAI): [1258, 1185, 1409, 1222]
- paper-emblem-icon: [75, 63, 105, 93]
- day-date: ಸೆಪ್ಟೆಂಬರ್ 22: [1124, 867, 1190, 883]
- bhajana-contacts: ಸಂಪರ್ಕಿಸಬೇಕಾದ ಘೋನ್ ನಂಬರ್‌ಗಳು ಜಯಲಕ್ಷ್ಮಿ 9743313297, ಸಿಎಲ್ ಪೂರ್ಣಿಮಾ 7353749515, ಪ್ರೇಮ ಗೋಪಾಲ್ 9741956776, ಕಾಂತರಾಜ್ 944882594: [930, 1936, 1102, 2021]
- vichara-intro-columns: [291, 816, 544, 987]
- paragraph: ತುಮಕೂರು: ತಾಲ್ಲೂಕಿನ ಊರ್ಡಿಗೆರೆ ಹೋಬಳಿ ದೇವರಾಯನದುರ್ಗದ ಶ್ರೀ ಲಕ್ಷ್ಮೀನರಸಿಂಹಸ್ವಾಮಿ ದೇವಾಲಯದಲ್ಲಿ ಸೆಪ್ಟೆಂಬರ್ 7ರ ಭಾನುವಾರ ಸಂಭವಿಸಲಿರುವ ಚಂದ್ರ ಗ್ರಹಣದ ಹಿನ್ನೆಲೆಯಲ್ಲಿ ಭಕ್ತರಿಗೆ ದೇವರ ದರ್ಶನಕ್ಕೆ ಅವಕಾಶ ಇರುವುದಿಲ್ಲ.: [1113, 1446, 1298, 1555]
- day-event: ವಿಶ್ವ ಗರ್ಭನಿರೋಧಕ ದಿನ: [1258, 1036, 1373, 1053]
- main-story-bottom-columns: [23, 434, 1102, 800]
